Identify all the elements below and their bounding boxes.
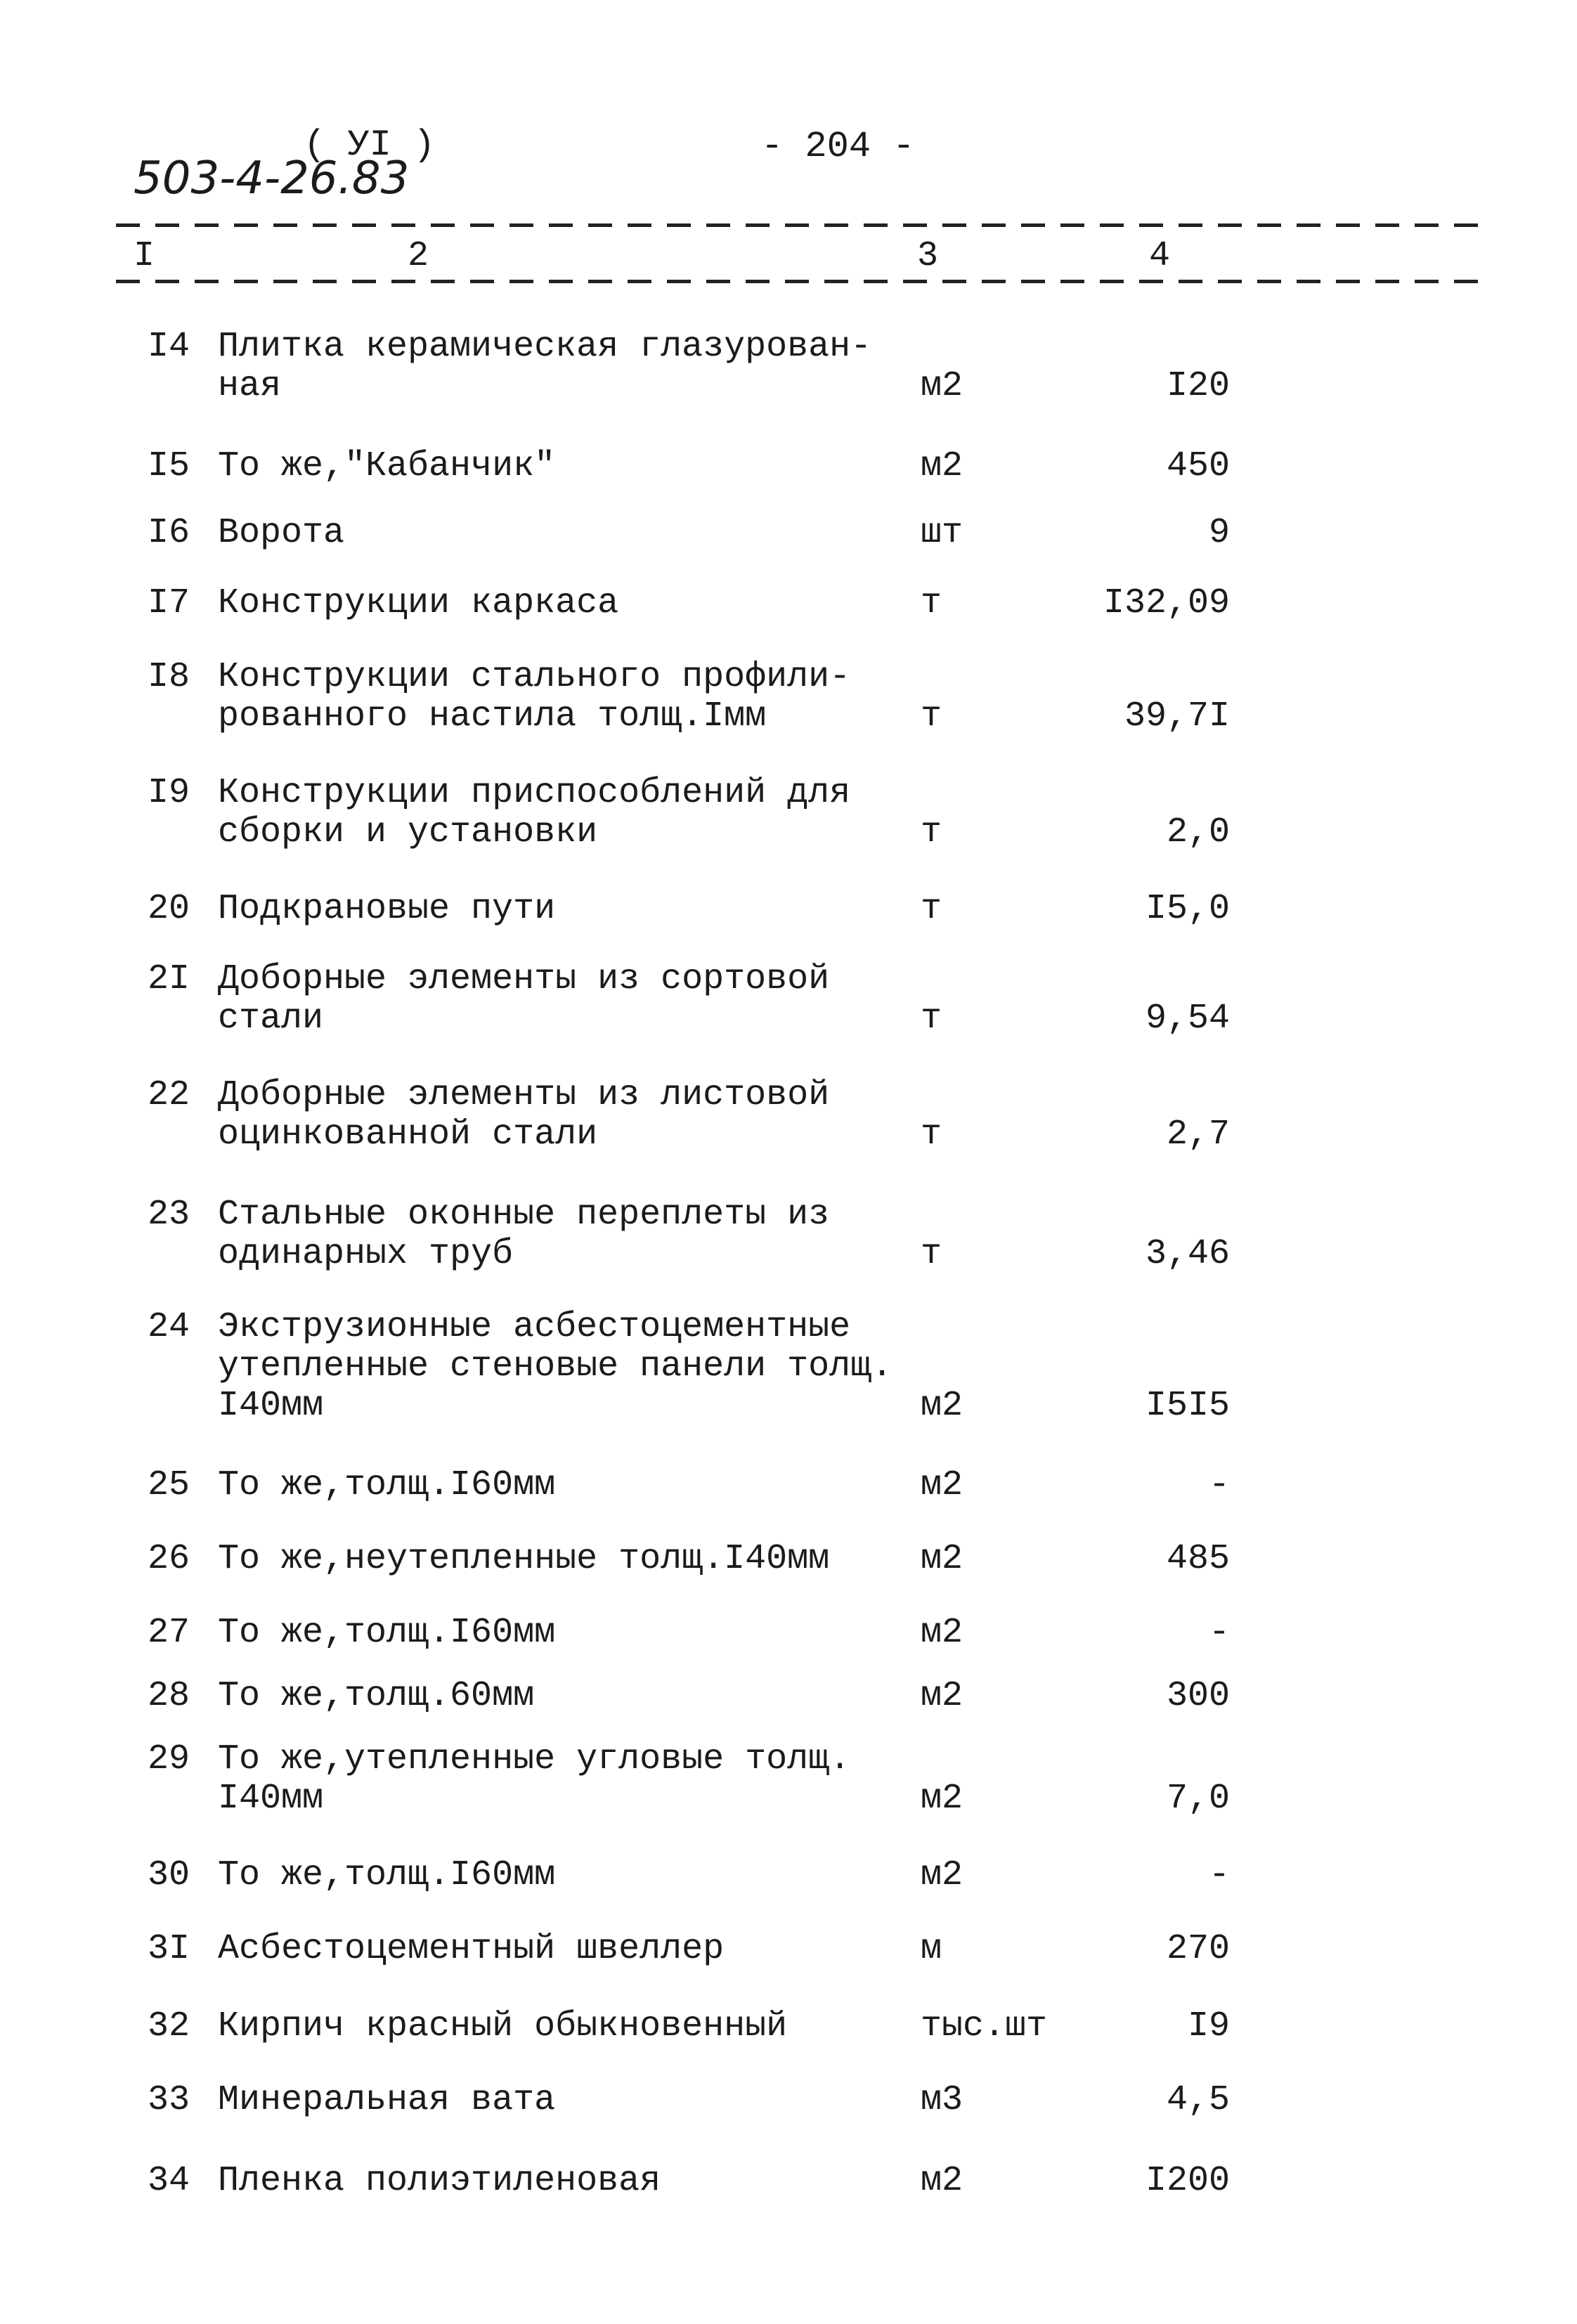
unit-cell: т bbox=[921, 1234, 942, 1274]
quantity-cell: 2,7 bbox=[1166, 1115, 1230, 1155]
item-name-line: Экструзионные асбестоцементные bbox=[218, 1307, 851, 1347]
quantity-cell: 450 bbox=[1166, 446, 1230, 486]
item-name-line: Конструкции стального профили- bbox=[218, 657, 851, 697]
item-name-line: То же,толщ.60мм bbox=[218, 1676, 535, 1716]
item-name-line: Минеральная вата bbox=[218, 2080, 556, 2120]
item-name-line: То же,толщ.I60мм bbox=[218, 1613, 556, 1653]
item-name-line: Подкрановые пути bbox=[218, 889, 556, 929]
row-number: 22 bbox=[147, 1075, 190, 1115]
column-header-4: 4 bbox=[1149, 236, 1171, 276]
row-number: 3I bbox=[147, 1929, 190, 1969]
section-marker: ( УI ) bbox=[304, 124, 436, 166]
quantity-cell: - bbox=[1208, 1855, 1230, 1895]
row-number: I6 bbox=[147, 513, 190, 553]
quantity-cell: 9,54 bbox=[1145, 999, 1230, 1039]
quantity-cell: 39,7I bbox=[1124, 696, 1230, 736]
item-name-line: одинарных труб bbox=[218, 1234, 514, 1274]
row-number: I8 bbox=[147, 657, 190, 697]
row-number: 27 bbox=[147, 1613, 190, 1653]
item-name-line: Плитка керамическая глазурован- bbox=[218, 327, 872, 367]
item-name-line: Кирпич красный обыкновенный bbox=[218, 2006, 788, 2046]
row-number: 2I bbox=[147, 959, 190, 999]
unit-cell: м2 bbox=[921, 366, 963, 406]
item-name-line: Доборные элементы из листовой bbox=[218, 1075, 830, 1115]
unit-cell: м2 bbox=[921, 1539, 963, 1579]
item-name-line: оцинкованной стали bbox=[218, 1115, 598, 1155]
unit-cell: м2 bbox=[921, 446, 963, 486]
item-name-line: ная bbox=[218, 366, 282, 406]
quantity-cell: 7,0 bbox=[1166, 1779, 1230, 1819]
unit-cell: т bbox=[921, 999, 942, 1039]
item-name-line: То же,толщ.I60мм bbox=[218, 1855, 556, 1895]
item-name-line: Конструкции каркаса bbox=[218, 583, 619, 623]
unit-cell: м2 bbox=[921, 1676, 963, 1716]
item-name-line: То же,неутепленные толщ.I40мм bbox=[218, 1539, 830, 1579]
item-name-line: утепленные стеновые панели толщ. bbox=[218, 1346, 893, 1387]
unit-cell: т bbox=[921, 696, 942, 736]
item-name-line: I40мм bbox=[218, 1386, 324, 1426]
row-number: 29 bbox=[147, 1739, 190, 1779]
row-number: 26 bbox=[147, 1539, 190, 1579]
quantity-cell: I5I5 bbox=[1145, 1386, 1230, 1426]
row-number: 33 bbox=[147, 2080, 190, 2120]
row-number: 34 bbox=[147, 2161, 190, 2201]
document-code: 503-4-26.83 bbox=[134, 152, 410, 205]
quantity-cell: - bbox=[1208, 1465, 1230, 1505]
row-number: 24 bbox=[147, 1307, 190, 1347]
item-name-line: стали bbox=[218, 999, 324, 1039]
unit-cell: шт bbox=[921, 513, 963, 553]
unit-cell: м2 bbox=[921, 1465, 963, 1505]
unit-cell: м2 bbox=[921, 1779, 963, 1819]
header-rule-bottom bbox=[116, 280, 1486, 283]
quantity-cell: I5,0 bbox=[1145, 889, 1230, 929]
unit-cell: т bbox=[921, 583, 942, 623]
item-name-line: То же,"Кабанчик" bbox=[218, 446, 556, 486]
quantity-cell: I32,09 bbox=[1103, 583, 1230, 623]
row-number: 28 bbox=[147, 1676, 190, 1716]
unit-cell: м bbox=[921, 1929, 942, 1969]
item-name-line: То же,утепленные угловые толщ. bbox=[218, 1739, 851, 1779]
unit-cell: т bbox=[921, 1115, 942, 1155]
unit-cell: т bbox=[921, 889, 942, 929]
row-number: 32 bbox=[147, 2006, 190, 2046]
unit-cell: м2 bbox=[921, 2161, 963, 2201]
row-number: 23 bbox=[147, 1195, 190, 1235]
row-number: 25 bbox=[147, 1465, 190, 1505]
quantity-cell: 9 bbox=[1208, 513, 1230, 553]
column-header-1: I bbox=[134, 236, 155, 276]
quantity-cell: 3,46 bbox=[1145, 1234, 1230, 1274]
row-number: I7 bbox=[147, 583, 190, 623]
column-header-3: 3 bbox=[917, 236, 939, 276]
item-name-line: рованного настила толщ.Iмм bbox=[218, 696, 767, 736]
quantity-cell: 4,5 bbox=[1166, 2080, 1230, 2120]
unit-cell: тыс.шт bbox=[921, 2006, 1048, 2046]
unit-cell: м3 bbox=[921, 2080, 963, 2120]
quantity-cell: 270 bbox=[1166, 1929, 1230, 1969]
unit-cell: м2 bbox=[921, 1386, 963, 1426]
row-number: 20 bbox=[147, 889, 190, 929]
page-number: - 204 - bbox=[761, 126, 915, 167]
unit-cell: т bbox=[921, 812, 942, 852]
item-name-line: сборки и установки bbox=[218, 812, 598, 852]
row-number: I5 bbox=[147, 446, 190, 486]
row-number: 30 bbox=[147, 1855, 190, 1895]
unit-cell: м2 bbox=[921, 1855, 963, 1895]
item-name-line: Стальные оконные переплеты из bbox=[218, 1195, 830, 1235]
quantity-cell: I20 bbox=[1166, 366, 1230, 406]
item-name-line: То же,толщ.I60мм bbox=[218, 1465, 556, 1505]
item-name-line: Конструкции приспособлений для bbox=[218, 773, 851, 813]
item-name-line: I40мм bbox=[218, 1779, 324, 1819]
item-name-line: Ворота bbox=[218, 513, 345, 553]
item-name-line: Асбестоцементный швеллер bbox=[218, 1929, 725, 1969]
row-number: I9 bbox=[147, 773, 190, 813]
quantity-cell: - bbox=[1208, 1613, 1230, 1653]
row-number: I4 bbox=[147, 327, 190, 367]
column-header-2: 2 bbox=[408, 236, 429, 276]
quantity-cell: 485 bbox=[1166, 1539, 1230, 1579]
quantity-cell: I200 bbox=[1145, 2161, 1230, 2201]
unit-cell: м2 bbox=[921, 1613, 963, 1653]
header-rule-top bbox=[116, 223, 1486, 227]
quantity-cell: 2,0 bbox=[1166, 812, 1230, 852]
item-name-line: Доборные элементы из сортовой bbox=[218, 959, 830, 999]
item-name-line: Пленка полиэтиленовая bbox=[218, 2161, 661, 2201]
quantity-cell: I9 bbox=[1187, 2006, 1230, 2046]
quantity-cell: 300 bbox=[1166, 1676, 1230, 1716]
